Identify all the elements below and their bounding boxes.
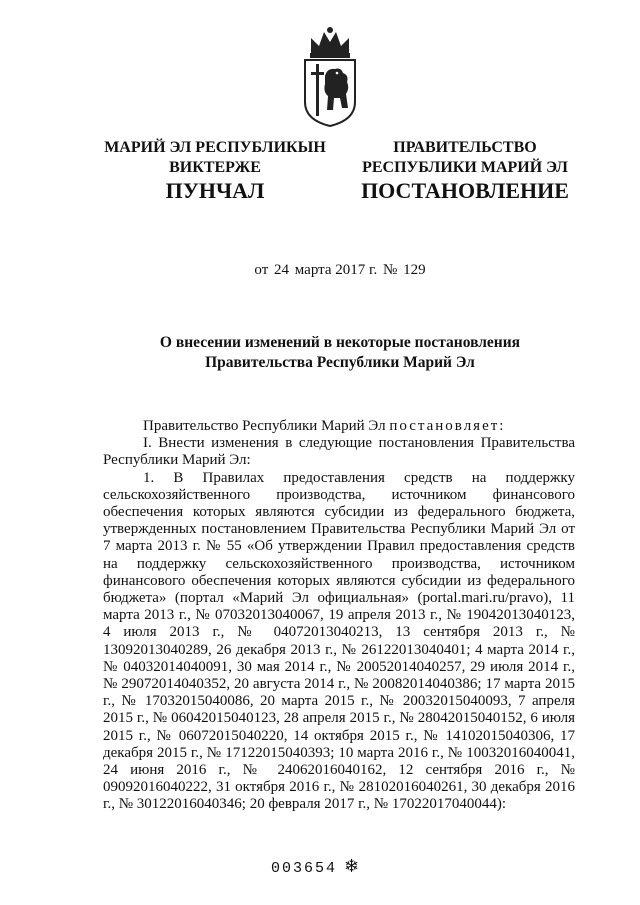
body-paragraph-1: I. Внести изменения в следующие постановления Правительства Республики Марий Эл: [103,435,575,469]
document-title [100,333,580,373]
header-left-line1: МАРИЙ ЭЛ РЕСПУБЛИКЫН [104,139,326,156]
preamble-text: Правительство Республики Марий Эл [143,418,386,434]
header-left-org [100,138,330,178]
date-prefix: от [254,262,269,278]
header-right-org [350,138,580,178]
header-right-line2: РЕСПУБЛИКИ МАРИЙ ЭЛ [362,159,568,176]
body-paragraph-preamble [103,418,575,435]
body-paragraph-2: 1. В Правилах предоставления средств на поддержку сельскохозяйственного производства, источником финансового обеспечения которых являются субсидии из федерального бюджета, утвержденных постановлением Правительства Республики Марий Эл от 7 марта 2013 г. № 55 «Об утверждении Правил предоставления средств на поддержку сельскохозяйственного производства, источником финансового обеспечения которых являются субсидии из федерального бюджета» (портал «Марий Эл официальная» (portal.mari.ru/pravo), 11 марта 2013 г., № 07032013040067, 19 апреля 2013 г., № 19042013040123, 4 июля 2013 г., № 04072013040213, 13 сентября 2013 г., № 13092013040289, 26 декабря 2013 г., № 26122013040401; 4 марта 2014 г., № 04032014040091, 30 мая 2014 г., № 20052014040257, 29 июля 2014 г., № 29072014040352, 20 августа 2014 г., № 20082014040386; 17 марта 2015 г., № 17032015040086, 20 марта 2015 г., № 20032015040093, 7 апреля 2015 г., № 06042015040123, 28 апреля 2015 г., № 28042015040152, 6 июля 2015 г., № 06072015040220, 14 октября 2015 г., № 14102015040306, 17 декабря 2015 г., № 17122015040393; 10 марта 2016 г., № 10032016040041, 24 июня 2016 г., № 24062016040162, 12 сентября 2016 г., № 09092016040222, 31 октября 2016 г., № 28102016040261, 30 декабря 2016 г., № 30122016040346; 20 февраля 2017 г., № 17022017040044): [103,469,575,813]
doc-type-right: ПОСТАНОВЛЕНИЕ [361,178,569,203]
document-body [103,418,575,814]
header-right-line1: ПРАВИТЕЛЬСТВО [393,139,537,156]
serial-number: 003654 [271,860,338,877]
date-day: 24 [274,262,290,278]
number-sign: № [383,262,398,278]
title-line1: О внесении изменений в некоторые постановления [159,334,521,351]
header-left-line2: ВИКТЕРЖЕ [169,159,261,176]
doc-type-left: ПУНЧАЛ [165,178,265,203]
document-number: 129 [403,262,426,278]
title-line2: Правительства Республики Марий Эл [205,354,475,371]
date-month-year: марта 2017 г. [294,262,378,278]
coat-of-arms-emblem [297,24,363,128]
document-date-line [100,262,580,279]
snowflake-mark-icon: ❄ [344,856,360,876]
preamble-verb: постановляет: [389,418,506,434]
